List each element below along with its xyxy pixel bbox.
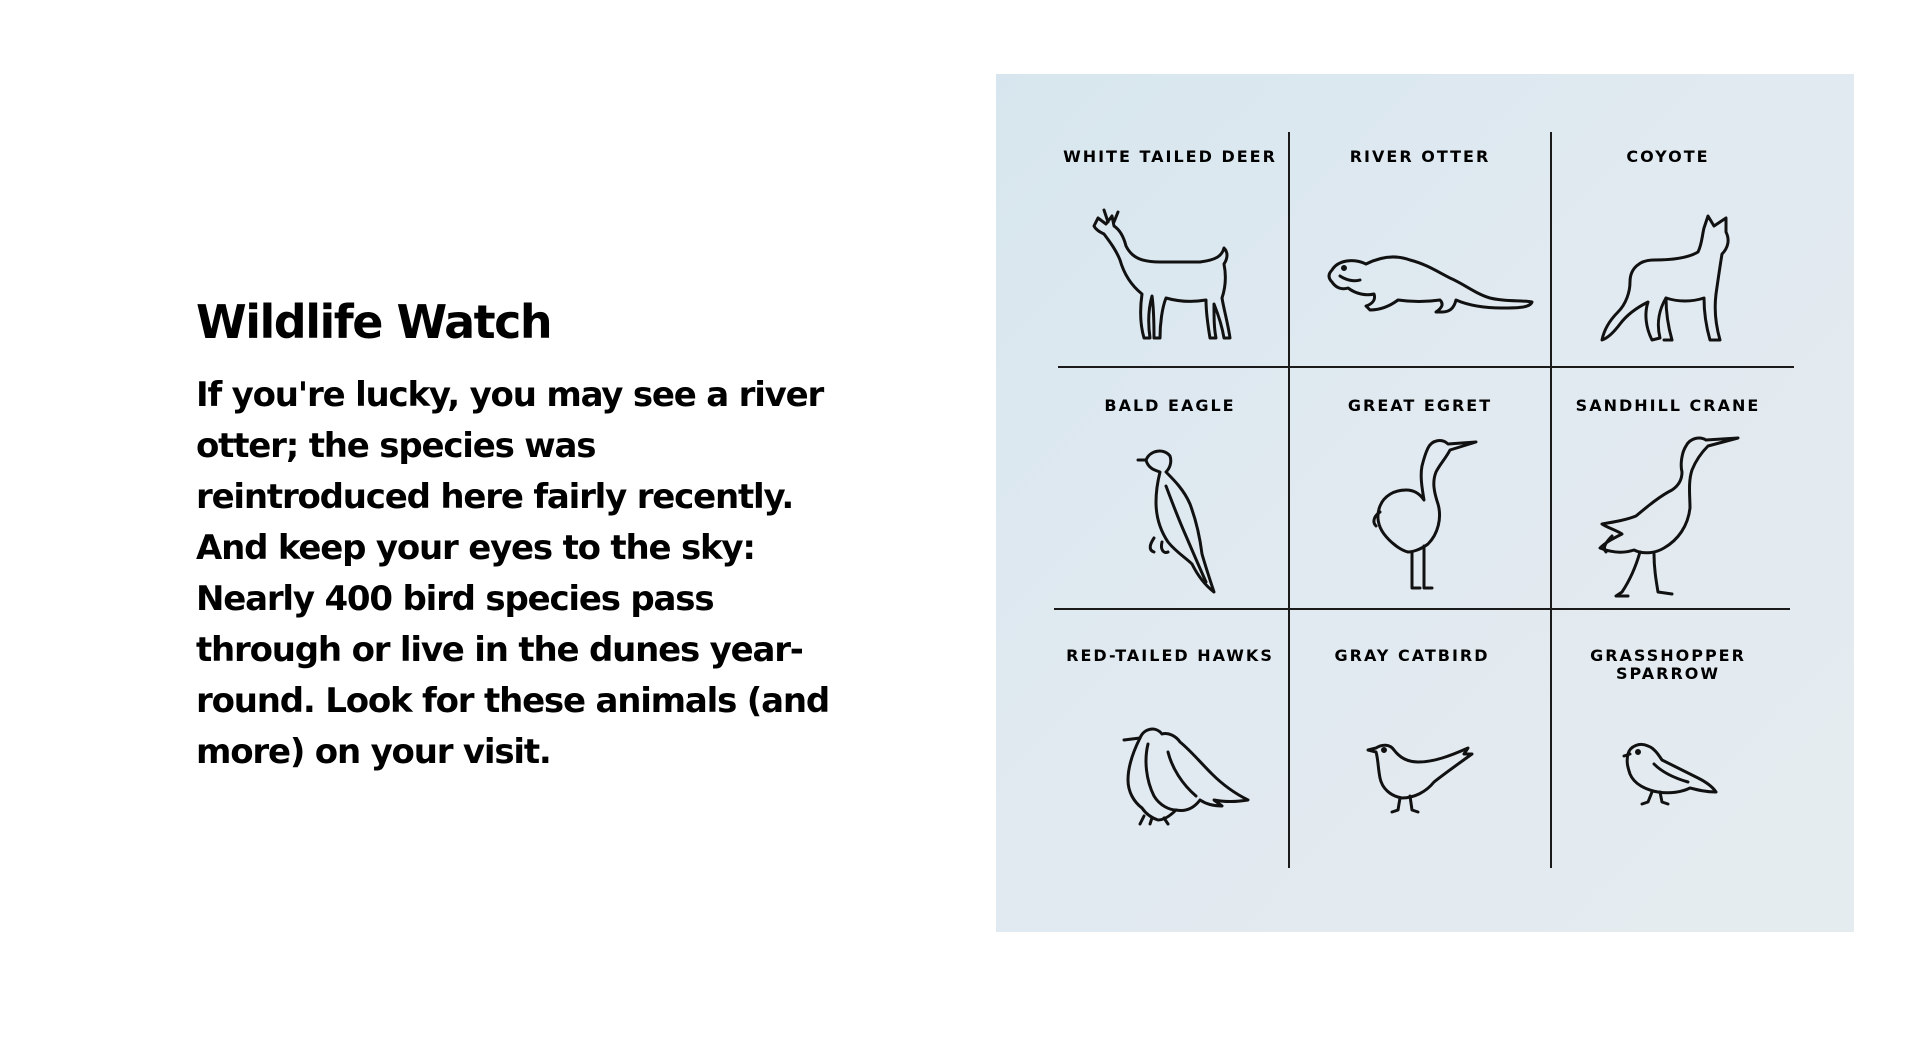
coyote-icon bbox=[1596, 212, 1746, 348]
label-great-egret: GREAT EGRET bbox=[1347, 396, 1493, 415]
eagle-icon bbox=[1136, 446, 1216, 596]
deer-icon bbox=[1090, 208, 1240, 348]
label-sandhill-crane: SANDHILL CRANE bbox=[1575, 396, 1761, 415]
sparrow-icon bbox=[1622, 740, 1718, 810]
grid-divider-vertical-1 bbox=[1288, 132, 1290, 868]
article-title: Wildlife Watch bbox=[196, 295, 552, 349]
label-white-tailed-deer: WHITE TAILED DEER bbox=[1063, 147, 1277, 166]
label-gray-catbird: GRAY CATBIRD bbox=[1334, 646, 1490, 665]
label-coyote: COYOTE bbox=[1626, 147, 1710, 166]
otter-icon bbox=[1326, 250, 1536, 320]
wildlife-grid bbox=[996, 74, 1854, 932]
crane-icon bbox=[1592, 430, 1742, 600]
article-body: If you're lucky, you may see a river otter; the species was reintroduced here fairly recently. And keep your eyes to the sky: Nearly 400 bird species pass through or live in the dunes year-round. Look for these animals (and more) on your visit. bbox=[196, 375, 829, 772]
grid-divider-horizontal-2 bbox=[1054, 608, 1790, 610]
label-grasshopper-sparrow: GRASSHOPPER SPARROW bbox=[1590, 646, 1746, 683]
article-text bbox=[196, 292, 856, 778]
label-bald-eagle: BALD EAGLE bbox=[1104, 396, 1236, 415]
label-river-otter: RIVER OTTER bbox=[1349, 147, 1491, 166]
catbird-icon bbox=[1364, 740, 1474, 816]
label-red-tailed-hawks: RED-TAILED HAWKS bbox=[1066, 646, 1274, 665]
grid-divider-horizontal-1 bbox=[1058, 366, 1794, 368]
egret-icon bbox=[1372, 434, 1482, 594]
hawk-icon bbox=[1120, 724, 1250, 824]
grid-divider-vertical-2 bbox=[1550, 132, 1552, 868]
